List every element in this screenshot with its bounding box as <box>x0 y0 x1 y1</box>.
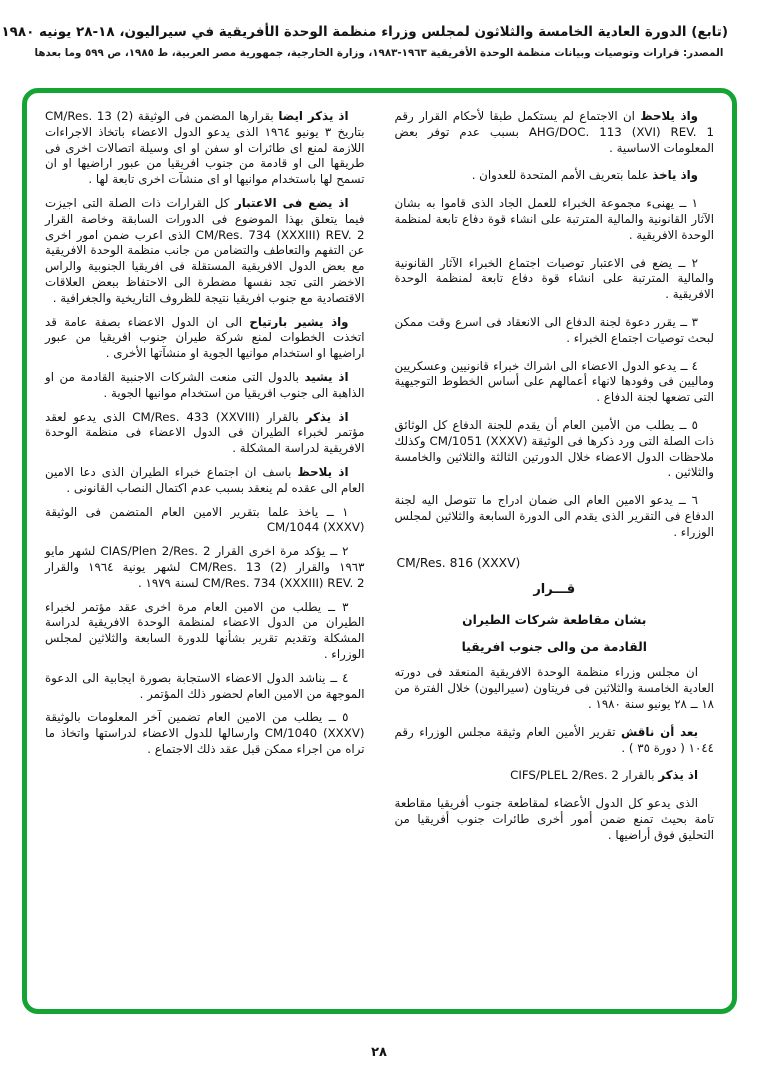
resolution-reference: CM/Res. 816 (XXXV) <box>396 555 521 570</box>
paragraph: ٦ ــ يدعو الامين العام الى ضمان ادراج ما تتوصل اليه لجنة الدفاع فى التقرير الذى يقدم الى الدورة السابعة والثلاثين لمجلس الوزراء . <box>394 493 714 539</box>
paragraph-lead: اذ يذكر <box>305 409 349 424</box>
paragraph: اذ يذكر بالقرار CIFS/PLEL 2/Res. 2 <box>510 768 698 783</box>
paragraph-lead: اذ يضع فى الاعتبار <box>234 195 349 210</box>
paragraph: ٢ ــ يضع فى الاعتبار توصيات اجتماع الخبراء الآثار القانونية والمالية المترتبة على انشاء قوة دفاع تابعة لمنظمة الوحدة الافريقية . <box>394 255 714 302</box>
column-left <box>45 109 365 999</box>
paragraph-lead: اذ يشيد <box>304 369 349 384</box>
paragraph: اذ يلاحظ باسف ان اجتماع خبراء الطيران الذى دعا الامين العام الى عقده لم ينعقد بسبب عدم اكتمال النصاب القانونى . <box>45 464 365 495</box>
paragraph: ٥ ــ يطلب من الأمين العام أن يقدم للجنة الدفاع كل الوثائق ذات الصلة التى ورد ذكرها فى الوثيقة CM/1051 (XXXV) وكذلك ملاحظات الدول الاعضاء خلال الدورتين الثالثة والثلاثين والخامسة والثلاثين . <box>394 417 714 480</box>
paragraph-lead: اذ يذكر <box>658 768 698 783</box>
paragraph: ٤ ــ يناشد الدول الاعضاء الاستجابة بصورة ايجابية الى الدعوة الموجهة من الامين العام لحضور ذلك المؤتمر . <box>45 670 365 701</box>
paragraph: اذ يذكر بالقرار CM/Res. 433 (XXVIII) الذى يدعو لعقد مؤتمر لخبراء الطيران فى الدول الاعضاء فى منظمة الوحدة الافريقية لدراسة المشكلة . <box>45 409 365 456</box>
paragraph: ١ ــ ياخذ علما بتقرير الامين العام المتضمن فى الوثيقة CM/1044 (XXXV) <box>45 504 365 535</box>
page-header <box>1 24 728 59</box>
paragraph: اذ يشيد بالدول التى منعت الشركات الاجنبية القادمة من او الذاهبة الى جنوب افريقيا من استخدام موانيها الجوية . <box>45 369 365 400</box>
resolution-subtitle: بشان مقاطعة شركات الطيران <box>462 613 647 628</box>
paragraph-lead: اذ يذكر ايضا <box>278 109 349 123</box>
paragraph-lead: بعد أن ناقش <box>621 724 698 739</box>
page-number: ٢٨ <box>371 1045 387 1060</box>
paragraph-lead: واذ يشير بارتياح <box>249 314 349 329</box>
paragraph: اذ يذكر ايضا بقرارها المضمن فى الوثيقة CM/Res. 13 (2) بتاريخ ٣ يونيو ١٩٦٤ الذى يدعو الدول الاعضاء باتخاذ الاجراءات اللازمة لمنع اى طائرات او سفن او اى وسيلة اتصالات اخرى فى طريقها الى او قادمة من جنوب افريقيا من عبور اراضيها او ان تسمح لها باستخدام موانيها او اى منشآت اخرى تابعة لها . <box>45 109 365 187</box>
paragraph: ٣ ــ يطلب من الامين العام مرة اخرى عقد مؤتمر لخبراء الطيران من الدول الاعضاء لمنظمة الوحدة الافريقية لدراسة المشكلة وتقديم تقرير بشأنها للدورة السابعة والثلاثين لمجلس الوزراء . <box>45 599 365 661</box>
paragraph: واذ يلاحظ ان الاجتماع لم يستكمل طبقا لأحكام القرار رقم AHG/DOC. 113 (XVI) REV. 1 بسبب عدم توفر بعض المعلومات الاساسية . <box>394 109 714 155</box>
header-source-line: المصدر: قرارات وتوصيات وبيانات منظمة الوحدة الأفريقية ١٩٦٣-١٩٨٣، وزارة الخارجية، جمهورية مصر العربية، ط ١٩٨٥، ص ٥٩٩ وما بعدها <box>34 47 724 59</box>
paragraph-lead: واذ يلاحظ <box>640 109 698 123</box>
paragraph-lead: اذ يلاحظ <box>297 464 349 479</box>
header-session-line: (تابع) الدورة العادية الخامسة والثلاثون لمجلس وزراء منظمة الوحدة الأفريقية في سيراليون، ١٨-٢٨ يونيه ١٩٨٠ <box>1 24 728 40</box>
resolution-title: قـــرار <box>533 582 576 597</box>
paragraph: الذى يدعو كل الدول الأعضاء لمقاطعة جنوب أفريقيا مقاطعة تامة بحيث تمنع ضمن أمور أخرى طائرات جنوب أفريقيا من التحليق فوق أراضيها . <box>394 796 714 842</box>
paragraph: ٤ ــ يدعو الدول الاعضاء الى اشراك خبراء قانونيين وعسكريين وماليين فى وفودها لانهاء أعمالهم على أساس الخطوط التوجيهية التى تضعها لجنة الدفاع . <box>394 358 714 405</box>
paragraph: واذ يشير بارتياح الى ان الدول الاعضاء بصفة عامة قد اتخذت الخطوات لمنع شركة طيران جنوب افريقيا من عبور اراضيها او استخدام موانيها الجوية او منشآتها الأخرى . <box>45 314 365 361</box>
paragraph: ١ ــ يهنىء مجموعة الخبراء للعمل الجاد الذى قاموا به بشان الآثار القانونية والمالية المترتبة على انشاء قوة دفاع تابعة لمنظمة الوحدة الافريقية . <box>394 196 714 242</box>
paragraph: اذ يضع فى الاعتبار كل القرارات ذات الصلة التى اجيزت فيما يتعلق بهذا الموضوع فى الدورات السابقة وخاصة القرار CM/Res. 734 (XXXIII) REV. 2 الذى اعرب ضمن امور اخرى عن التفهم والتعاطف والتضامن من جانب منظمة الوحدة الافريقية مع بعض الدول الافريقية المستقلة فى افريقيا الجنوبية والراس الاخضر التى تجد نفسها مضطرة الى الاحتفاظ ببعض العلاقات الاقتصادية مع جنوب افريقيا نتيجة للظروف التاريخية والجغرافية . <box>45 195 365 305</box>
paragraph: بعد أن ناقش تقرير الأمين العام وثيقة مجلس الوزراء رقم ١٠٤٤ ( دورة ٣٥ ) . <box>394 724 714 755</box>
paragraph: ٣ ــ يقرر دعوة لجنة الدفاع الى الانعقاد فى اسرع وقت ممكن لبحث توصيات اجتماع الخبراء . <box>394 314 714 345</box>
paragraph: واذ ياخذ علما بتعريف الأمم المتحدة للعدوان . <box>471 168 698 183</box>
column-right <box>395 109 715 999</box>
paragraph: ٥ ــ يطلب من الامين العام تضمين آخر المعلومات بالوثيقة CM/1040 (XXXV) وارسالها للدول الاعضاء لدراستها واتخاذ ما تراه من اجراء ممكن قبل عقد ذلك الاجتماع . <box>45 710 365 756</box>
paragraph: ٢ ــ يؤكد مرة اخرى القرار CIAS/Plen 2/Res. 2 لشهر مايو ١٩٦٣ والقرار CM/Res. 13 (2) لشهر يونية ١٩٦٤ والقرار CM/Res. 734 (XXXIII) REV. 2 لسنة ١٩٧٩ . <box>45 544 365 590</box>
content-green-box <box>22 88 737 1014</box>
paragraph: ان مجلس وزراء منظمة الوحدة الافريقية المنعقد فى دورته العادية الخامسة والثلاثين فى فريتاون (سيراليون) خلال الفترة من ١٨ ــ ٢٨ يونيو سنة ١٩٨٠ . <box>394 665 714 711</box>
paragraph-lead: واذ ياخذ <box>652 168 698 183</box>
resolution-subtitle: القادمة من والى جنوب افريقيا <box>461 639 647 654</box>
